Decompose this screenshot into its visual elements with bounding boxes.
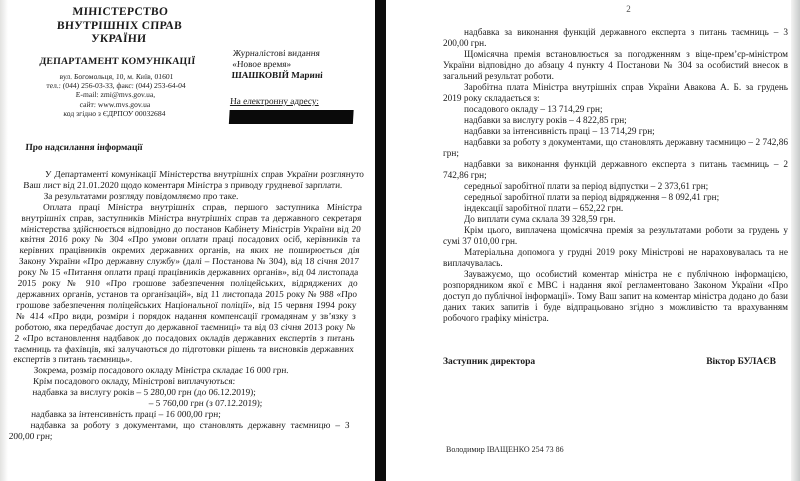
address-line: вул. Богомольця, 10, м. Київ, 01601 [59,71,174,81]
body-paragraph: Зокрема, розмір посадового окладу Міністра складає 16 000 грн. [33,366,289,377]
subject-line: Про надсилання інформації [25,143,143,153]
page-2-body [443,28,788,325]
body-paragraph: Щомісячна премія встановлюється за погодженням з віце-прем’єр-міністром України відповідно до абзацу 4 пункту 4 Постанови № 304 за особистий внесок в загальний результат роботи. [443,50,788,82]
body-paragraph: надбавка за роботу з документами, що становлять державну таємницю – 3 200,00 грн; [8,420,350,442]
signature-row [443,357,776,367]
signature-name: Віктор БУЛАЄВ [706,357,776,367]
redacted-email-box [229,110,354,124]
department-name: ДЕПАРТАМЕНТ КОМУНІКАЦІЇ [39,55,196,67]
page-1-body [8,170,364,443]
body-paragraph: Крім цього, виплачена щомісячна премія за результатами роботи за грудень у сумі 37 010,00 грн. [443,226,788,247]
edrpou-line: код згідно з ЄДРПОУ 00032684 [63,109,166,119]
ministry-name-line-2: ВНУТРІШНІХ СПРАВ [56,19,183,32]
page-divider [375,0,386,481]
body-paragraph: У Департаменті комунікації Міністерства внутрішніх справ України розглянуто Ваш лист від 21.01.2020 щодо коментаря Міністра з приводу грудневої зарплати. [22,170,365,191]
recipient-block [229,48,383,124]
scan-edge-right [791,0,800,481]
page-2 [386,0,800,481]
body-paragraph: Заробітна плата Міністра внутрішніх справ України Авакова А. Б. за грудень 2019 року складається з: [443,83,788,104]
body-paragraph: надбавки за роботу з документами, що становлять державну таємницю – 2 742,86 грн; [443,138,788,159]
body-paragraph: середньої заробітної плати за період відрядження – 8 092,41 грн; [464,193,720,203]
recipient-name: ШАШКОВІЙ Марині [231,70,324,81]
body-paragraph: надбавки за інтенсивність праці – 13 714,29 грн; [464,127,655,137]
recipient-line: Журналістові видання [232,48,321,58]
letterhead-contacts [11,72,220,119]
body-paragraph: середньої заробітної плати за період відпустки – 2 373,61 грн; [464,182,709,192]
body-paragraph: – 5 760,00 грн (з 07.12.2019); [148,399,263,410]
body-paragraph: надбавки за виконання функцій державного експерта з питань таємниць – 2 742,86 грн; [443,160,788,181]
body-paragraph: індексації заробітної плати – 652,22 грн. [464,204,624,214]
body-paragraph: надбавка за вислугу років – 5 280,00 грн (до 06.12.2019); [32,388,257,399]
ministry-name-line-3: УКРАЇНИ [90,33,147,45]
recipient-publication: «Новое время» [232,59,292,70]
body-paragraph: надбавки за вислугу років – 4 822,85 грн; [464,116,627,126]
email-line: E-mail: zmi@mvs.gov.ua, [75,90,156,100]
body-paragraph: До виплати сума склала 39 328,59 грн. [464,215,616,225]
scan-edge-left [0,0,8,481]
letterhead [11,6,223,119]
page-1 [0,0,375,481]
body-paragraph: Зауважуємо, що особистий коментар міністра не є публічною інформацією, розпорядником якої є МВС і надання якої регламентовано Законом України «Про доступ до публічної інформації». Тому Ваш запит на коментар міністра додано до бази даних таких запитів і буде відпрацьовано згідно з можливістю та врахуванням робочого графіку міністра. [443,270,788,324]
ministry-name-line-1: МІНІСТЕРСТВО [72,6,169,18]
delivery-method-label: На електронну адресу: [229,95,320,106]
body-paragraph: Крім посадового окладу, Міністрові виплачуються: [32,377,236,388]
body-paragraph: посадового окладу – 13 714,29 грн; [464,105,603,115]
contact-footer: Володимир ІВАЩЕНКО 254 73 86 [446,445,564,454]
signature-title: Заступник директора [443,357,536,367]
phone-line: тел.: (044) 256-03-33, факс: (044) 253-64-04 [46,80,186,90]
body-paragraph: За результатами розгляду повідомляємо про таке. [43,191,239,202]
body-paragraph: Матеріальна допомога у грудні 2019 року Міністрові не нараховувалась та не виплачувалась. [443,248,788,269]
page-1-content [6,0,374,481]
body-paragraph: надбавка за виконання функцій державного експерта з питань таємниць – 3 200,00 грн. [443,28,788,49]
body-paragraph: надбавка за інтенсивність праці – 16 000,00 грн; [30,409,222,420]
body-paragraph: Оплата праці Міністра внутрішніх справ, першого заступника Міністра внутрішніх справ, заступників Міністра внутрішніх справ та державного секретаря міністерства здійснюється відповідно до постанов Кабінету Міністрів України від 20 квітня 2016 року № 304 «Про умови оплати праці посадових осіб, керівників та керівних працівників окремих державних органів, на яких не поширюється дія Закону України «Про державну службу» (далі – Постанова № 304), від 18 січня 2017 року № 15 «Питання оплати праці працівників державних органів», від 04 листопада 2015 року № 910 «Про грошове забезпечення поліцейських, відряджених до державних органів, установ та організацій», від 11 листопада 2015 року № 988 «Про грошове забезпечення поліцейських Національної поліції», від 15 червня 1994 року № 414 «Про види, розміри і порядок надання компенсації громадянам у зв’язку з роботою, яка передбачає доступ до державної таємниці» та від 03 січня 2013 року № 2 «Про встановлення надбавок до посадових окладів державних експертів з питань таємниць та фахівців, які залучаються до підготовки рішень та висновків державних експертів з питань таємниць». [12,202,363,366]
website-line: сайт: www.mvs.gov.ua [79,99,151,109]
page-number: 2 [626,4,631,14]
